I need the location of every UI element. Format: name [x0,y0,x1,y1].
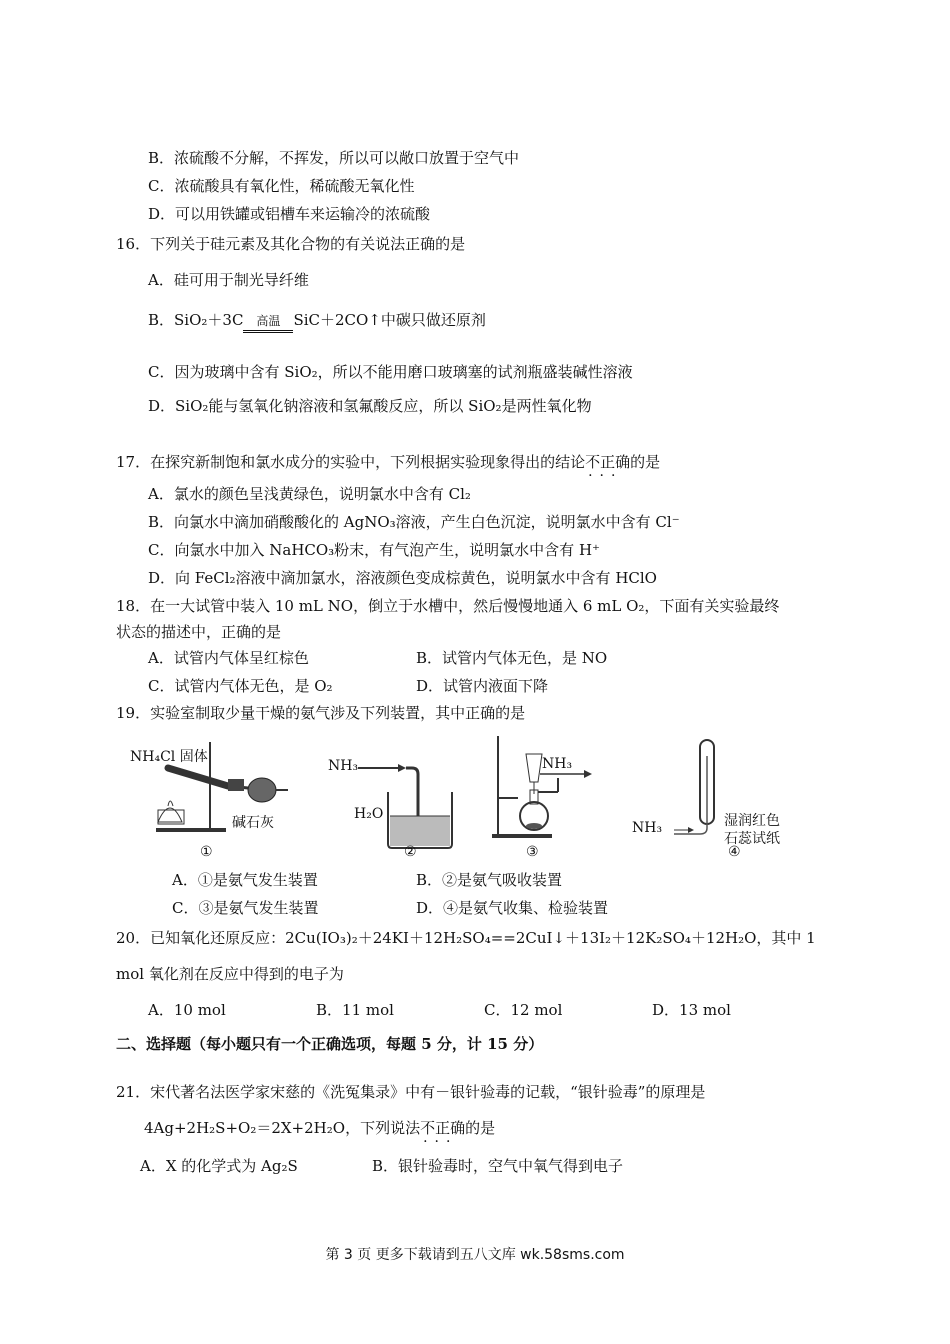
fig3-label-nh3: NH₃ [542,756,573,772]
q17-option-d: D．向 FeCl₂溶液中滴加氯水，溶液颜色变成棕黄色，说明氯水中含有 HClO [148,569,657,587]
q19-option-c: C．③是氨气发生装置 [172,899,319,917]
fig1-label-soda-lime: 碱石灰 [232,815,274,831]
fig3-number: ③ [526,844,539,860]
q15-option-b: B．浓硫酸不分解，不挥发，所以可以敞口放置于空气中 [148,149,520,167]
q16-option-b [148,310,486,331]
q15-option-c: C．浓硫酸具有氧化性，稀硫酸无氧化性 [148,177,415,195]
q20-option-c: C．12 mol [484,1001,563,1019]
fig2-label-h2o: H₂O [354,806,384,822]
page-footer: 第 3 页 更多下载请到五八文库 wk.58sms.com [325,1247,625,1263]
q19-option-d: D．④是氨气收集、检验装置 [416,899,609,917]
q16-stem: 16．下列关于硅元素及其化合物的有关说法正确的是 [116,235,466,253]
q17-option-a: A．氯水的颜色呈浅黄绿色，说明氯水中含有 Cl₂ [148,485,471,503]
section-heading: 二、选择题（每小题只有一个正确选项，每题 5 分，计 15 分） [116,1035,544,1053]
reaction-condition: 高温 [243,311,293,331]
fig4-label-litmus-2: 石蕊试纸 [724,831,780,847]
q16-option-b-lhs: B．SiO₂＋3C [148,311,244,329]
q16-option-d: D．SiO₂能与氢氧化钠溶液和氢氟酸反应，所以 SiO₂是两性氧化物 [148,397,592,415]
fig2-label-nh3: NH₃ [328,758,359,774]
q17-stem-post: 的是 [630,453,661,471]
q15-option-d: D．可以用铁罐或铝槽车来运输冷的浓硫酸 [148,205,431,223]
q18-stem-line1: 18．在一大试管中装入 10 mL NO，倒立于水槽中，然后慢慢地通入 6 mL O₂，下面有关实验最终 [116,597,780,615]
q16-option-a: A．硅可用于制光导纤维 [148,271,309,289]
q18-stem-line2: 状态的描述中，正确的是 [116,623,282,641]
q16-option-b-rhs: SiC＋2CO↑中碳只做还原剂 [293,311,486,329]
q21-option-b: B．银针验毒时，空气中氧气得到电子 [372,1157,624,1175]
q19-option-b: B．②是氨气吸收装置 [416,871,563,889]
fig2-number: ② [404,844,417,860]
q17-option-b: B．向氯水中滴加硝酸酸化的 AgNO₃溶液，产生白色沉淀，说明氯水中含有 Cl⁻ [148,513,680,531]
apparatus-figure-2 [328,732,458,862]
q17-option-c: C．向氯水中加入 NaHCO₃粉末，有气泡产生，说明氯水中含有 H⁺ [148,541,600,559]
fig4-number: ④ [728,844,741,860]
q17-emphasis: 不正确 · · · [585,453,630,471]
q19-option-a: A．①是氨气发生装置 [172,871,318,889]
apparatus-figure-3 [488,732,608,862]
q16-option-c: C．因为玻璃中含有 SiO₂，所以不能用磨口玻璃塞的试剂瓶盛装碱性溶液 [148,363,633,381]
q21-equation: 4Ag+2H₂S+O₂＝2X+2H₂O，下列说法 [144,1119,421,1137]
fig1-label-nh4cl: NH₄Cl 固体 [130,749,208,765]
flask-apparatus-drawing [488,732,608,862]
q18-option-c: C．试管内气体无色，是 O₂ [148,677,333,695]
apparatus-figure-1 [128,732,308,862]
q21-option-a: A．X 的化学式为 Ag₂S [140,1157,298,1175]
q20-option-d: D．13 mol [652,1001,731,1019]
q21-stem-line1: 21．宋代著名法医学家宋慈的《洗冤集录》中有－银针验毒的记载，“银针验毒”的原理是 [116,1083,706,1101]
q21-emphasis: 不正确 · · · [420,1119,465,1137]
q17-stem-pre: 17．在探究新制饱和氯水成分的实验中，下列根据实验现象得出的结论 [116,453,586,471]
apparatus-figure-4 [632,732,802,862]
q20-stem-line2: mol 氧化剂在反应中得到的电子为 [116,965,344,983]
fig1-number: ① [200,844,213,860]
absorption-apparatus-drawing [328,732,458,862]
q21-stem-post: 的是 [465,1119,496,1137]
q18-option-d: D．试管内液面下降 [416,677,549,695]
q19-stem: 19．实验室制取少量干燥的氨气涉及下列装置，其中正确的是 [116,704,526,722]
q17-stem [116,452,660,472]
q20-stem-line1: 20．已知氧化还原反应：2Cu(IO₃)₂＋24KI＋12H₂SO₄==2CuI↓＋13I₂＋12K₂SO₄＋12H₂O，其中 1 [116,929,816,947]
q18-option-b: B．试管内气体无色，是 NO [416,649,608,667]
q21-stem-line2 [144,1118,495,1138]
q18-option-a: A．试管内气体呈红棕色 [148,649,309,667]
fig4-label-nh3: NH₃ [632,820,663,836]
q20-option-a: A．10 mol [148,1001,226,1019]
fig4-label-litmus-1: 湿润红色 [724,813,780,829]
q20-option-b: B．11 mol [316,1001,394,1019]
